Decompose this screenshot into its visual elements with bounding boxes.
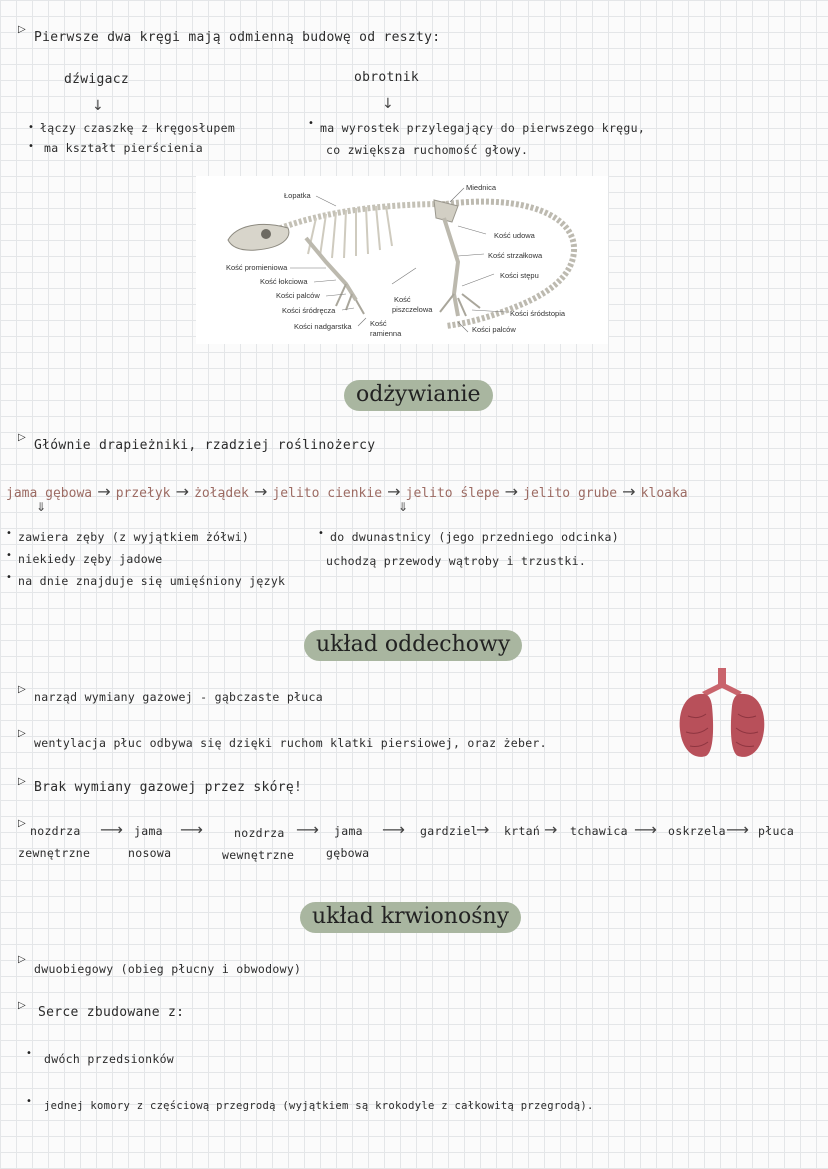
chain-item: jelito cienkie <box>272 486 383 501</box>
arrow-right-icon: → <box>175 482 189 501</box>
path-item-bottom: wewnętrzne <box>222 848 295 862</box>
arrow-right-icon: ⟶ <box>100 820 123 839</box>
double-down-arrow-icon: ⇓ <box>398 500 409 514</box>
triangle-bullet-icon: ▷ <box>18 1000 26 1011</box>
arrow-right-icon: ⟶ <box>634 820 657 839</box>
triangle-bullet-icon: ▷ <box>18 776 26 787</box>
label-kosci-stepu: Kości stępu <box>500 271 539 280</box>
chain-item: jelito ślepe <box>405 486 500 501</box>
chain-item: żołądek <box>194 486 249 501</box>
triangle-bullet-icon: ▷ <box>18 24 26 35</box>
left-title: dźwigacz <box>64 72 130 87</box>
right-point-1: ma wyrostek przylegający do pierwszego kręgu, <box>320 121 646 135</box>
path-item-top: jama <box>334 824 363 838</box>
intro-line: Pierwsze dwa kręgi mają odmienną budowę od reszty: <box>34 30 441 45</box>
bullet-dot: • <box>6 550 12 561</box>
label-kosci-palcow-right: Kości palców <box>472 325 516 334</box>
path-item-top: tchawica <box>570 824 628 838</box>
arrow-right-icon: → <box>504 482 519 501</box>
arrow-right-icon: → <box>97 482 111 501</box>
left-point-2: ma kształt pierścienia <box>44 141 203 155</box>
bullet-dot: • <box>28 141 34 152</box>
right-point-2: co zwiększa ruchomość głowy. <box>326 143 529 157</box>
respiratory-item-3: Brak wymiany gazowej przez skórę! <box>34 780 303 795</box>
circulatory-item-2: Serce zbudowane z: <box>38 1005 185 1020</box>
triangle-bullet-icon: ▷ <box>18 818 26 829</box>
triangle-bullet-icon: ▷ <box>18 954 26 965</box>
respiratory-item-2: wentylacja płuc odbywa się dzięki ruchom klatki piersiowej, oraz żeber. <box>34 736 547 750</box>
chain-item: przełyk <box>115 486 171 501</box>
path-item-top: oskrzela <box>668 824 726 838</box>
triangle-bullet-icon: ▷ <box>18 684 26 695</box>
intestine-note-1: do dwunastnicy (jego przedniego odcinka) <box>330 530 619 544</box>
label-kosci-palcow-left: Kości palców <box>276 291 320 300</box>
arrow-right-icon: ⟶ <box>382 820 405 839</box>
lungs-illustration <box>672 666 772 766</box>
label-kosc-ramienna-1: Kość <box>370 319 387 328</box>
path-item-bottom: nosowa <box>128 846 172 860</box>
path-item-top: nozdrza <box>30 824 81 838</box>
chain-item: jama gębowa <box>6 486 93 501</box>
intestine-note-2: uchodzą przewody wątroby i trzustki. <box>326 554 587 568</box>
circulatory-item-1: dwuobiegowy (obieg płucny i obwodowy) <box>34 962 302 976</box>
left-point-1: łączy czaszkę z kręgosłupem <box>40 121 236 135</box>
mouth-note-1: zawiera zęby (z wyjątkiem żółwi) <box>18 530 250 544</box>
chain-item: jelito grube <box>523 486 618 501</box>
nutrition-line: Głównie drapieżniki, rzadziej roślinożercy <box>34 438 376 453</box>
label-kosc-ramienna-2: ramienna <box>370 329 402 338</box>
path-item-top: nozdrza <box>234 826 285 840</box>
digestive-chain <box>6 482 688 501</box>
path-item-top: krtań <box>504 824 541 838</box>
mouth-note-2: niekiedy zęby jadowe <box>18 552 163 566</box>
path-item-top: gardziel <box>420 824 478 838</box>
section-heading-krwionosny: układ krwionośny <box>300 902 521 933</box>
section-heading-odzywianie: odżywianie <box>344 380 493 411</box>
arrow-right-icon: ⟶ <box>296 820 319 839</box>
arrow-right-icon: → <box>253 482 268 501</box>
arrow-right-icon: → <box>387 482 401 501</box>
double-down-arrow-icon: ⇓ <box>36 500 47 514</box>
lizard-skeleton-figure <box>196 176 608 344</box>
mouth-note-3: na dnie znajduje się umięśniony język <box>18 574 286 588</box>
arrow-right-icon: → <box>476 820 490 839</box>
heart-point-2: jednej komory z częściową przegrodą (wyjątkiem są krokodyle z całkowitą przegrodą). <box>44 1100 594 1112</box>
label-kosc-promieniowa: Kość promieniowa <box>226 263 288 272</box>
down-arrow-icon: ↓ <box>382 96 394 112</box>
path-item-top: jama <box>134 824 163 838</box>
chain-item: kloaka <box>640 486 688 501</box>
triangle-bullet-icon: ▷ <box>18 728 26 739</box>
path-item-top: płuca <box>758 824 795 838</box>
heart-point-1: dwóch przedsionków <box>44 1052 175 1066</box>
label-kosci-srodrecza: Kości śródręcza <box>282 306 336 315</box>
section-heading-oddechowy: układ oddechowy <box>304 630 522 661</box>
bullet-dot: • <box>318 528 324 539</box>
bullet-dot: • <box>6 528 12 539</box>
label-kosc-strzalkowa: Kość strzałkowa <box>488 251 543 260</box>
bullet-dot: • <box>26 1096 32 1107</box>
label-kosci-nadgarstka: Kości nadgarstka <box>294 322 352 331</box>
label-kosc-piszczelowa-2: piszczelowa <box>392 305 433 314</box>
respiratory-item-1: narząd wymiany gazowej - gąbczaste płuca <box>34 690 323 704</box>
bullet-dot: • <box>26 1048 32 1059</box>
bullet-dot: • <box>28 122 34 133</box>
path-item-bottom: zewnętrzne <box>18 846 91 860</box>
label-kosci-srodstopia: Kości śródstopia <box>510 309 566 318</box>
arrow-right-icon: → <box>544 820 558 839</box>
label-miednica: Miednica <box>466 183 497 192</box>
label-lopatka: Łopatka <box>284 191 311 200</box>
arrow-right-icon: ⟶ <box>180 820 203 839</box>
label-kosc-udowa: Kość udowa <box>494 231 535 240</box>
right-title: obrotnik <box>354 70 420 85</box>
label-kosc-lokciowa: Kość łokciowa <box>260 277 308 286</box>
bullet-dot: • <box>6 572 12 583</box>
down-arrow-icon: ↓ <box>92 98 104 114</box>
skeleton-drawing <box>196 176 608 344</box>
bullet-dot: • <box>308 118 314 129</box>
path-item-bottom: gębowa <box>326 846 370 860</box>
triangle-bullet-icon: ▷ <box>18 432 26 443</box>
arrow-right-icon: ⟶ <box>726 820 749 839</box>
label-kosc-piszczelowa-1: Kość <box>394 295 411 304</box>
arrow-right-icon: → <box>622 482 636 501</box>
